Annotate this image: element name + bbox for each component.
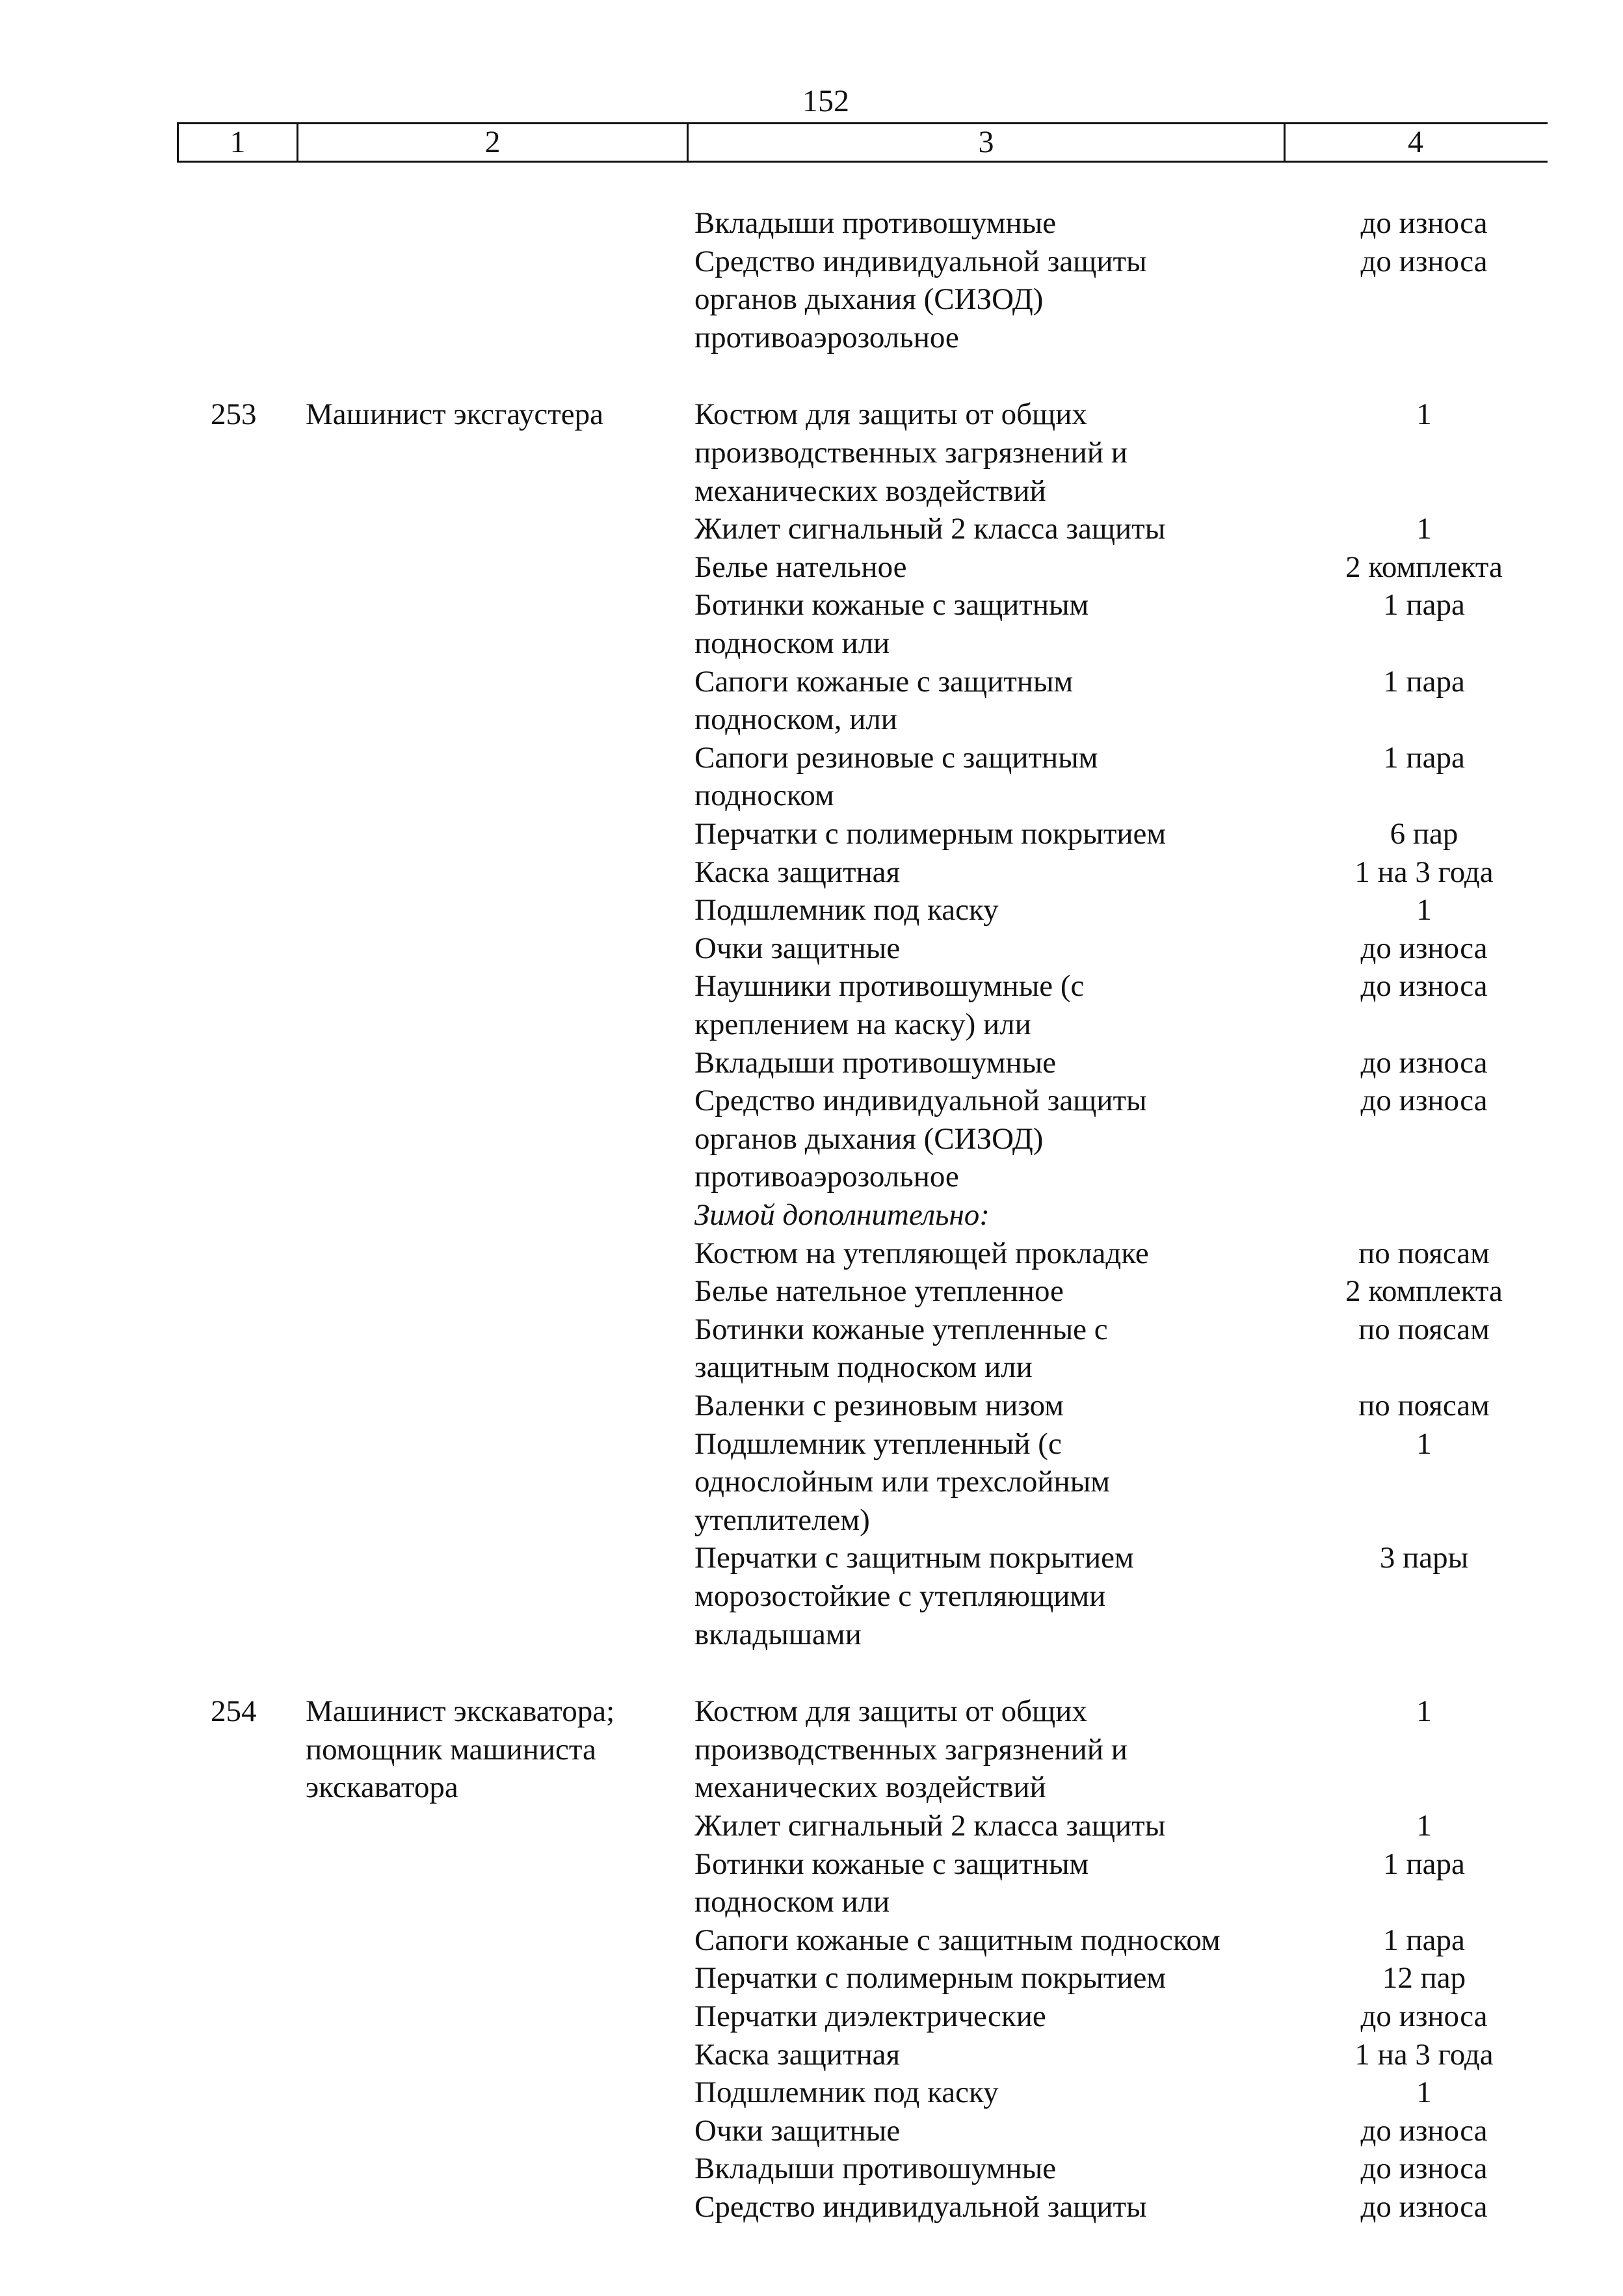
issue-norm: 1 bbox=[1416, 2076, 1432, 2109]
ppe-item: органов дыхания (СИЗОД) bbox=[694, 282, 1044, 316]
row-number: 254 bbox=[211, 1694, 257, 1728]
header-col-4: 4 bbox=[1408, 125, 1423, 159]
issue-norm: 1 bbox=[1416, 397, 1432, 431]
issue-norm: до износа bbox=[1360, 206, 1488, 240]
ppe-item: Каска защитная bbox=[694, 855, 901, 889]
issue-norm: по поясам bbox=[1358, 1236, 1490, 1270]
ppe-item: Очки защитные bbox=[694, 931, 901, 965]
ppe-item: Подшлемник под каску bbox=[694, 2076, 999, 2109]
issue-norm: до износа bbox=[1360, 245, 1488, 278]
issue-norm: до износа bbox=[1360, 1999, 1488, 2033]
ppe-item: Подшлемник утепленный (с bbox=[694, 1427, 1062, 1461]
row-number: 253 bbox=[211, 397, 257, 431]
ppe-item: Подшлемник под каску bbox=[694, 893, 999, 927]
issue-norm: 1 на 3 года bbox=[1354, 2038, 1494, 2072]
header-col-2: 2 bbox=[298, 124, 689, 161]
ppe-item: Белье нательное утепленное bbox=[694, 1274, 1064, 1308]
ppe-item: Перчатки с полимерным покрытием bbox=[694, 1961, 1167, 1995]
ppe-item: Ботинки кожаные с защитным bbox=[694, 1847, 1089, 1881]
ppe-item: подноском или bbox=[694, 1885, 890, 1919]
ppe-item: Ботинки кожаные утепленные с bbox=[694, 1313, 1108, 1346]
ppe-item: однослойным или трехслойным bbox=[694, 1465, 1111, 1499]
ppe-item: морозостойкие с утепляющими bbox=[694, 1579, 1106, 1613]
issue-norm: 6 пар bbox=[1390, 817, 1458, 851]
ppe-item: утеплителем) bbox=[694, 1503, 870, 1537]
header-col-3: 3 bbox=[689, 124, 1286, 161]
issue-norm: 1 пара bbox=[1383, 665, 1465, 699]
ppe-item: креплением на каску) или bbox=[694, 1008, 1031, 1041]
ppe-item: Зимой дополнительно: bbox=[694, 1198, 990, 1232]
ppe-item: подноском или bbox=[694, 626, 890, 660]
issue-norm: 1 пара bbox=[1383, 1923, 1465, 1957]
ppe-item: вкладышами bbox=[694, 1618, 862, 1651]
ppe-item: противоаэрозольное bbox=[694, 321, 959, 354]
ppe-item: Костюм на утепляющей прокладке bbox=[694, 1236, 1149, 1270]
issue-norm: 1 bbox=[1416, 893, 1432, 927]
ppe-item: Сапоги кожаные с защитным подноском bbox=[694, 1923, 1221, 1957]
ppe-item: защитным подноском или bbox=[694, 1350, 1033, 1384]
ppe-item: Перчатки с защитным покрытием bbox=[694, 1541, 1134, 1575]
ppe-item: Каска защитная bbox=[694, 2038, 901, 2072]
issue-norm: до износа bbox=[1360, 2152, 1488, 2185]
issue-norm: до износа bbox=[1360, 931, 1488, 965]
issue-norm: до износа bbox=[1360, 1084, 1488, 1117]
table-header bbox=[177, 122, 1548, 163]
issue-norm: по поясам bbox=[1358, 1389, 1490, 1422]
ppe-item: Вкладыши противошумные bbox=[694, 206, 1057, 240]
issue-norm: 12 пар bbox=[1382, 1961, 1466, 1995]
ppe-item: производственных загрязнений и bbox=[694, 1733, 1128, 1767]
ppe-item: Средство индивидуальной защиты bbox=[694, 1084, 1147, 1117]
ppe-item: Костюм для защиты от общих bbox=[694, 1694, 1087, 1728]
header-col-1: 1 bbox=[179, 124, 298, 161]
issue-norm: 1 bbox=[1416, 512, 1432, 546]
ppe-item: Валенки с резиновым низом bbox=[694, 1389, 1064, 1422]
page-number: 152 bbox=[802, 84, 849, 118]
issue-norm: 1 bbox=[1416, 1809, 1432, 1843]
issue-norm: 1 пара bbox=[1383, 1847, 1465, 1881]
profession-name: Машинист экскаватора; bbox=[306, 1694, 615, 1728]
ppe-item: Средство индивидуальной защиты bbox=[694, 245, 1147, 278]
ppe-item: Средство индивидуальной защиты bbox=[694, 2190, 1147, 2224]
ppe-item: Наушники противошумные (с bbox=[694, 969, 1085, 1003]
profession-name: помощник машиниста bbox=[306, 1733, 596, 1767]
ppe-item: Вкладыши противошумные bbox=[694, 2152, 1057, 2185]
ppe-item: органов дыхания (СИЗОД) bbox=[694, 1122, 1044, 1156]
profession-name: экскаватора bbox=[306, 1770, 458, 1804]
ppe-item: Вкладыши противошумные bbox=[694, 1046, 1057, 1080]
ppe-item: механических воздействий bbox=[694, 1770, 1046, 1804]
issue-norm: 1 bbox=[1416, 1427, 1432, 1461]
issue-norm: до износа bbox=[1360, 1046, 1488, 1080]
ppe-item: Сапоги резиновые с защитным bbox=[694, 741, 1098, 775]
ppe-item: противоаэрозольное bbox=[694, 1160, 959, 1194]
issue-norm: 3 пары bbox=[1379, 1541, 1469, 1575]
ppe-item: подноском bbox=[694, 779, 834, 812]
ppe-item: подноском, или bbox=[694, 702, 897, 736]
ppe-item: механических воздействий bbox=[694, 474, 1046, 508]
issue-norm: до износа bbox=[1360, 2114, 1488, 2148]
issue-norm: 1 пара bbox=[1383, 588, 1465, 622]
ppe-item: Перчатки с полимерным покрытием bbox=[694, 817, 1167, 851]
ppe-item: Жилет сигнальный 2 класса защиты bbox=[694, 1809, 1166, 1843]
issue-norm: 1 пара bbox=[1383, 741, 1465, 775]
issue-norm: до износа bbox=[1360, 2190, 1488, 2224]
ppe-item: Жилет сигнальный 2 класса защиты bbox=[694, 512, 1166, 546]
issue-norm: 2 комплекта bbox=[1345, 550, 1503, 584]
profession-name: Машинист эксгаустера bbox=[306, 397, 604, 431]
issue-norm: 1 bbox=[1416, 1694, 1432, 1728]
ppe-item: производственных загрязнений и bbox=[694, 436, 1128, 470]
issue-norm: по поясам bbox=[1358, 1313, 1490, 1346]
ppe-item: Очки защитные bbox=[694, 2114, 901, 2148]
issue-norm: до износа bbox=[1360, 969, 1488, 1003]
ppe-item: Белье нательное bbox=[694, 550, 907, 584]
ppe-item: Сапоги кожаные с защитным bbox=[694, 665, 1074, 699]
issue-norm: 2 комплекта bbox=[1345, 1274, 1503, 1308]
ppe-item: Перчатки диэлектрические bbox=[694, 1999, 1046, 2033]
ppe-item: Костюм для защиты от общих bbox=[694, 397, 1087, 431]
issue-norm: 1 на 3 года bbox=[1354, 855, 1494, 889]
ppe-item: Ботинки кожаные с защитным bbox=[694, 588, 1089, 622]
